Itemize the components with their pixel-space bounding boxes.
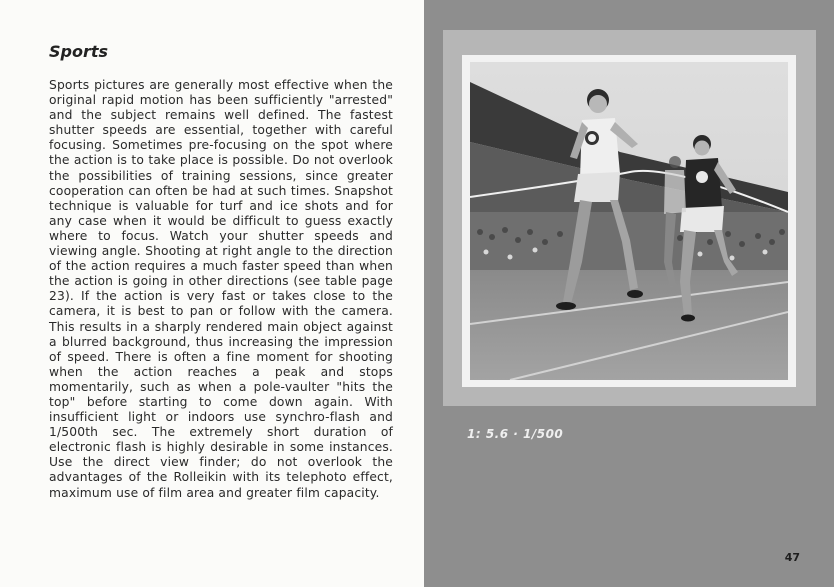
photo-frame bbox=[443, 30, 816, 406]
section-heading: Sports bbox=[49, 42, 109, 61]
photo-border bbox=[462, 55, 796, 387]
track bbox=[470, 270, 788, 380]
exposure-caption: 1: 5.6 · 1/500 bbox=[467, 427, 564, 441]
race-finish-illustration bbox=[470, 62, 788, 380]
page-number: 47 bbox=[784, 551, 800, 564]
right-page bbox=[424, 0, 834, 587]
body-text: Sports pictures are generally most effective when the original rapid motion has been sufficiently "arrested" and the subject remains well defined. The fastest shutter speeds are essential, together with careful focusing. Sometimes pre-focusing on the spot where the action is to take place is possible. Do not overlook the possibilities of training sessions, since greater cooperation can often be had at such times. Snapshot technique is valuable for turf and ice shots and for any case when it would be difficult to guess exactly where to focus. Watch your shutter speeds and viewing angle. Shooting at right angle to the direction of the action requires a much faster speed than when the action is going in other directions (see table page 23). If the action is very fast or takes close to the camera, it is best to pan or follow with the camera. This results in a sharply rendered main object against a blurred background, thus increasing the impression of speed. There is often a fine moment for shooting when the action reaches a peak and stops momentarily, such as when a pole-vaulter "hits the top" before starting to come down again. With insufficient light or indoors use synchro-flash and 1/500th sec. The extremely short duration of electronic flash is highly desirable in some instances. Use the direct view finder; do not overlook the advantages of the Rolleikin with its telephoto effect, maximum use of film area and greater film capacity. bbox=[49, 78, 393, 500]
sports-photo bbox=[470, 62, 788, 380]
